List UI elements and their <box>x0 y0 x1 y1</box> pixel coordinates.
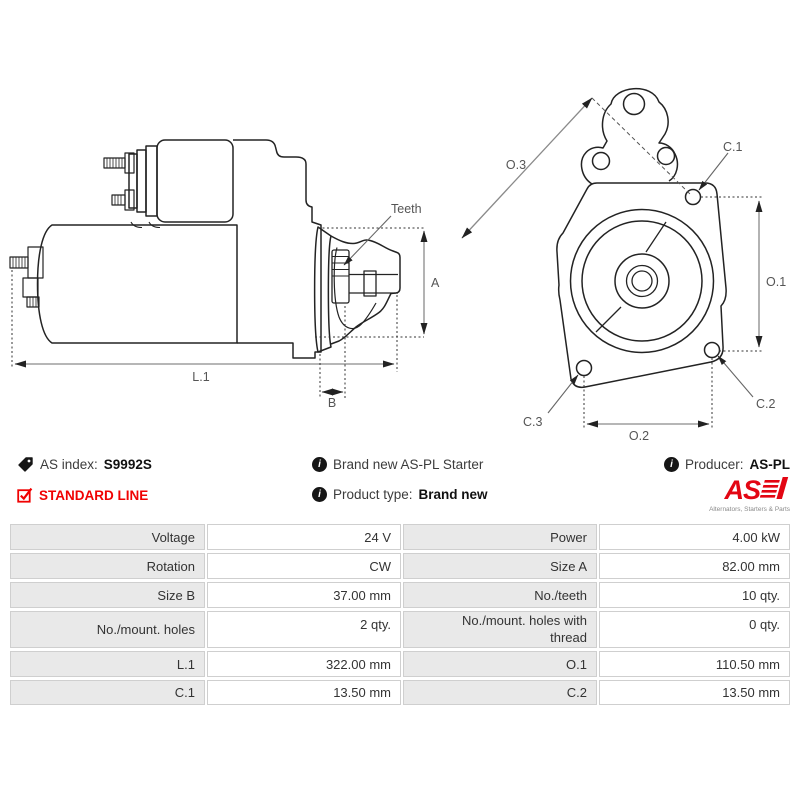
producer-label: Producer: <box>684 457 744 472</box>
side-view-dimensions <box>12 202 440 410</box>
spec-value: 37.00 mm <box>207 582 401 608</box>
spec-value: 0 qty. <box>599 611 790 648</box>
logo-caption: Alternators, Starters & Parts <box>709 506 790 513</box>
front-view-dimensions <box>462 98 786 443</box>
info-icon: i <box>312 487 327 502</box>
product-type-row <box>312 487 488 502</box>
standard-line-badge: STANDARD LINE <box>39 487 149 503</box>
info-icon: i <box>312 457 327 472</box>
as-index-label: AS index: <box>40 457 98 472</box>
as-pl-logo <box>670 476 790 513</box>
spec-label: Power <box>403 524 597 550</box>
producer-value: AS-PL <box>749 457 790 472</box>
logo-stripes <box>760 476 790 502</box>
standard-line-row <box>17 487 148 503</box>
spec-label: No./teeth <box>403 582 597 608</box>
tag-icon <box>17 456 34 473</box>
dim-o1-label: O.1 <box>766 275 787 289</box>
dim-o2-label: O.2 <box>628 429 650 443</box>
description-row <box>312 457 483 472</box>
spec-label: C.2 <box>403 680 597 705</box>
starter-front-view <box>557 89 726 388</box>
checkbox-checked-icon <box>17 487 33 503</box>
spec-value: 13.50 mm <box>599 680 790 705</box>
dim-l1-label: L.1 <box>192 370 210 384</box>
starter-side-view <box>10 140 400 358</box>
info-icon: i <box>664 457 679 472</box>
dim-c3-label: C.3 <box>523 415 543 429</box>
as-index-row <box>17 456 152 473</box>
dim-a-label: A <box>431 276 440 290</box>
spec-value: 10 qty. <box>599 582 790 608</box>
spec-label: No./mount. holes <box>10 611 205 648</box>
spec-label: L.1 <box>10 651 205 677</box>
spec-label: C.1 <box>10 680 205 705</box>
spec-value: 110.50 mm <box>599 651 790 677</box>
spec-value: 2 qty. <box>207 611 401 648</box>
spec-label: O.1 <box>403 651 597 677</box>
producer-row <box>664 457 790 472</box>
logo-as-text: AS <box>724 475 760 505</box>
spec-value: 4.00 kW <box>599 524 790 550</box>
spec-value: 24 V <box>207 524 401 550</box>
product-type-value: Brand new <box>418 487 488 502</box>
dim-o3-label: O.3 <box>505 158 527 172</box>
dim-c2-label: C.2 <box>756 397 776 411</box>
spec-value: 82.00 mm <box>599 553 790 579</box>
dim-c1-label: C.1 <box>723 140 743 154</box>
teeth-label: Teeth <box>391 202 422 216</box>
spec-label: Size A <box>403 553 597 579</box>
spec-label: Size B <box>10 582 205 608</box>
spec-label: No./mount. holes with thread <box>403 611 597 648</box>
as-index-value: S9992S <box>103 457 152 472</box>
product-type-label: Product type: <box>333 487 413 502</box>
spec-value: 13.50 mm <box>207 680 401 705</box>
spec-label: Rotation <box>10 553 205 579</box>
spec-label: Voltage <box>10 524 205 550</box>
dim-b-label: B <box>327 396 337 410</box>
spec-value: CW <box>207 553 401 579</box>
product-description: Brand new AS-PL Starter <box>333 457 484 472</box>
spec-value: 322.00 mm <box>207 651 401 677</box>
